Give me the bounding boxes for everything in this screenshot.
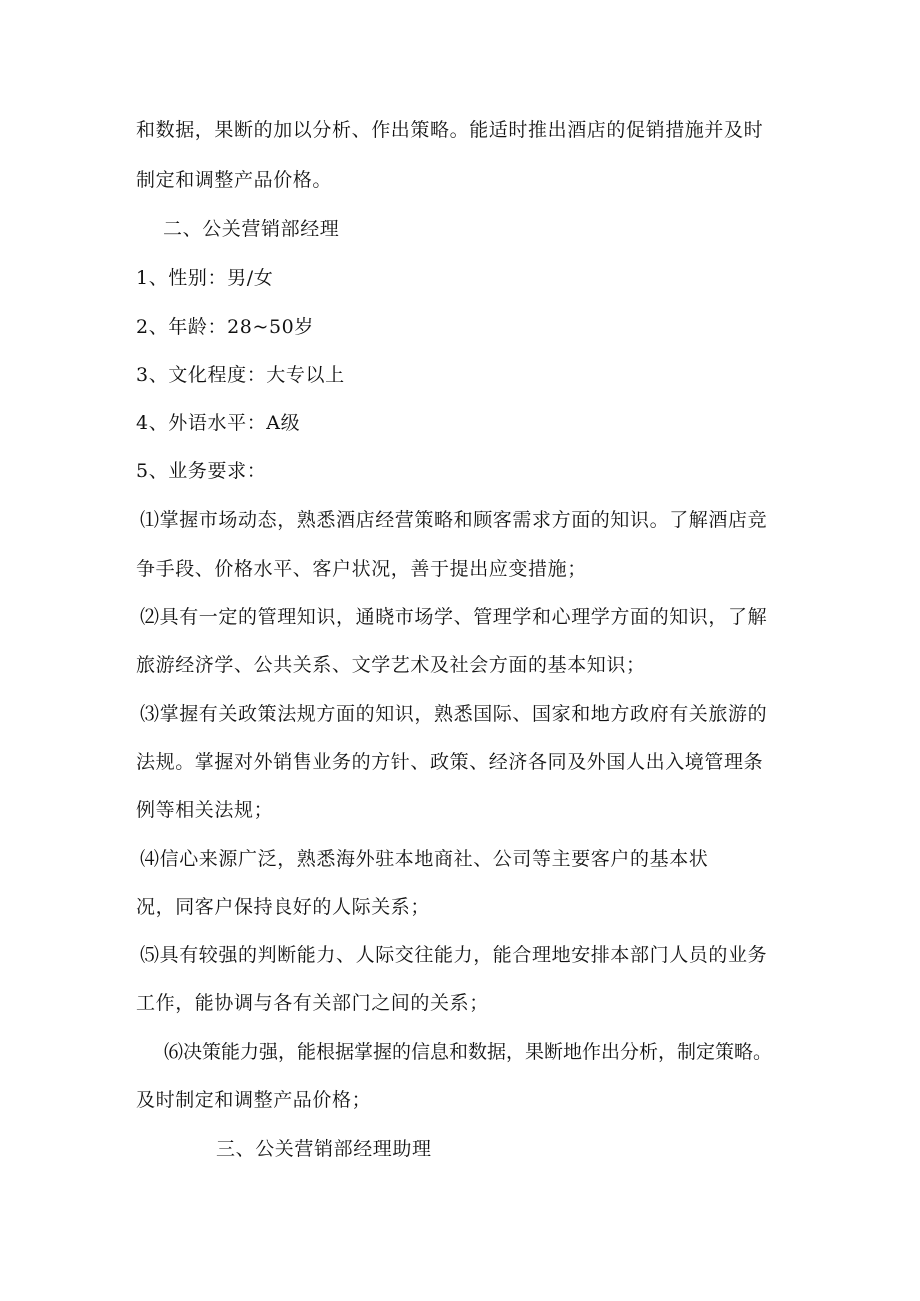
requirement-item-4: ⑷信心来源广泛，熟悉海外驻本地商社、公司等主要客户的基本状 — [140, 848, 709, 870]
paragraph-line: 及时制定和调整产品价格； — [136, 1089, 372, 1111]
paragraph-line: 法规。掌握对外销售业务的方针、政策、经济各同及外国人出入境管理条 — [136, 751, 764, 773]
paragraph-line: 况，同客户保持良好的人际关系； — [136, 896, 431, 918]
requirement-item-3: ⑶掌握有关政策法规方面的知识，熟悉国际、国家和地方政府有关旅游的 — [140, 703, 768, 725]
section-heading-2: 二、公关营销部经理 — [163, 218, 340, 240]
list-item-gender: 1、性别：男/女 — [136, 267, 274, 289]
paragraph-line: 制定和调整产品价格。 — [136, 169, 333, 191]
list-item-language: 4、外语水平：A级 — [136, 412, 301, 434]
list-item-requirements: 5、业务要求： — [136, 460, 267, 482]
paragraph-line: 工作，能协调与各有关部门之间的关系； — [136, 992, 489, 1014]
section-heading-3: 三、公关营销部经理助理 — [216, 1138, 432, 1160]
paragraph-line: 例等相关法规； — [136, 799, 274, 821]
requirement-item-5: ⑸具有较强的判断能力、人际交往能力，能合理地安排本部门人员的业务 — [140, 944, 768, 966]
requirement-item-1: ⑴掌握市场动态，熟悉酒店经营策略和顾客需求方面的知识。了解酒店竞 — [140, 509, 768, 531]
paragraph-line: 和数据，果断的加以分析、作出策略。能适时推出酒店的促销措施并及时 — [136, 119, 764, 141]
paragraph-line: 旅游经济学、公共关系、文学艺术及社会方面的基本知识； — [136, 654, 646, 676]
list-item-age: 2、年龄：28~50岁 — [136, 316, 314, 338]
paragraph-line: 争手段、价格水平、客户状况，善于提出应变措施； — [136, 558, 587, 580]
list-item-education: 3、文化程度：大专以上 — [136, 364, 345, 386]
requirement-item-2: ⑵具有一定的管理知识，通晓市场学、管理学和心理学方面的知识，了解 — [140, 606, 768, 628]
requirement-item-6: ⑹决策能力强，能根据掌握的信息和数据，果断地作出分析，制定策略。 — [164, 1041, 773, 1063]
